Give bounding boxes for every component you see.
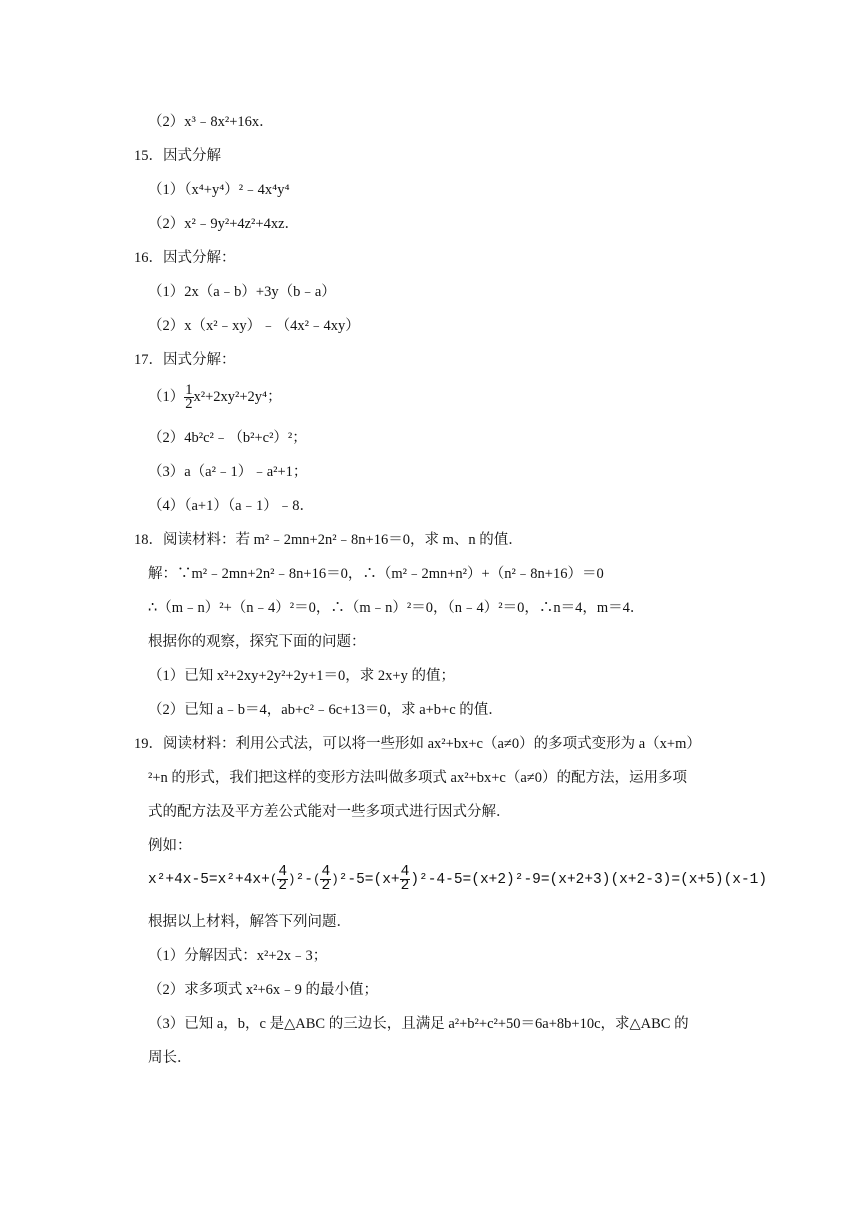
- q18-prompt: 根据你的观察，探究下面的问题：: [148, 634, 366, 650]
- q18-solution-1: 解：∵m²﹣2mn+2n²﹣8n+16＝0，∴（m²﹣2mn+n²）+（n²﹣8n+16）＝0: [148, 566, 604, 582]
- q16-part1: （1）2x（a﹣b）+3y（b﹣a）: [148, 284, 336, 300]
- q15-part1: （1）（x⁴+y⁴）²﹣4x⁴y⁴: [148, 182, 290, 198]
- q17-part2: （2）4b²c²﹣（b²+c²）²；: [148, 430, 307, 446]
- q19-part3-cont: 周长．: [148, 1050, 192, 1066]
- example-part-3: ²-5=(x+: [338, 872, 400, 888]
- q19-text-2: ²+n 的形式，我们把这样的变形方法叫做多项式 ax²+bx+c（a≠0）的配方法，运用多项: [148, 770, 687, 786]
- q19-part3: （3）已知 a，b，c 是△ABC 的三边长，且满足 a²+b²+c²+50＝6a+8b+10c，求△ABC 的: [148, 1016, 689, 1032]
- q15-part2: （2）x²﹣9y²+4z²+4xz．: [148, 216, 300, 232]
- q19-title: 19．阅读材料：利用公式法，可以将一些形如 ax²+bx+c（a≠0）的多项式变形为 a（x+m）: [134, 736, 701, 752]
- q18-solution-2: ∴（m﹣n）²+（n﹣4）²＝0，∴（m﹣n）²＝0，（n﹣4）²＝0，∴n＝4，m＝4．: [148, 600, 645, 616]
- q17-part1-expr: x²+2xy²+2y⁴；: [193, 388, 282, 405]
- q19-text-3: 式的配方法及平方差公式能对一些多项式进行因式分解．: [148, 804, 511, 820]
- example-part-4: )²-4-5=(x+2)²-9=(x+2+3)(x+2-3)=(x+5)(x-1): [410, 872, 768, 888]
- q17-part3: （3）a（a²﹣1）﹣a²+1；: [148, 464, 308, 480]
- q16-part2: （2）x（x²﹣xy）﹣（4x²﹣4xy）: [148, 318, 360, 334]
- q17-part1-prefix: （1）: [148, 388, 185, 405]
- q17-title: 17．因式分解：: [134, 352, 236, 368]
- fraction-numerator: 4: [321, 864, 331, 881]
- q16-title: 16．因式分解：: [134, 250, 236, 266]
- fraction-denominator: 2: [278, 878, 288, 895]
- fraction-numerator: 1: [185, 382, 193, 398]
- q17-part4: （4）（a+1）（a﹣1）﹣8．: [148, 498, 315, 514]
- example-fraction-3: [400, 866, 411, 893]
- q18-part1: （1）已知 x²+2xy+2y²+2y+1＝0，求 2x+y 的值；: [148, 668, 455, 684]
- example-fraction-1: [277, 866, 288, 893]
- q15-title: 15．因式分解: [134, 148, 221, 164]
- fraction-denominator: 2: [321, 878, 331, 895]
- q18-title: 18．阅读材料：若 m²﹣2mn+2n²﹣8n+16＝0，求 m、n 的值．: [134, 532, 523, 548]
- fraction-denominator: 2: [185, 396, 193, 412]
- q19-part1: （1）分解因式：x²+2x﹣3；: [148, 948, 328, 964]
- example-part-1: x²+4x-5=x²+4x+: [148, 872, 270, 888]
- q19-instruction: 根据以上材料，解答下列问题．: [148, 914, 351, 930]
- q18-part2: （2）已知 a﹣b＝4，ab+c²﹣6c+13＝0，求 a+b+c 的值．: [148, 702, 503, 718]
- fraction-numerator: 4: [400, 864, 410, 881]
- q19-part2: （2）求多项式 x²+6x﹣9 的最小值；: [148, 982, 379, 998]
- q17-part1: [148, 384, 860, 411]
- example-fraction-2: [320, 866, 331, 893]
- fraction-numerator: 4: [278, 864, 288, 881]
- example-part-2: ²-: [295, 872, 313, 888]
- q19-example-formula: x²+4x-5=x²+4x+( $\frac{4}{2}$ )²-( $\frac{4}{2}$ )²-5=(x+ $\frac{4}{2}$ )²-4-5=(x+2)²-9=(x+2+3)(x+2-3)=(x+5)(x-1): [148, 864, 768, 895]
- q19-example-label: 例如：: [148, 838, 192, 854]
- fraction-denominator: 2: [400, 878, 410, 895]
- fraction-one-half: [184, 384, 193, 411]
- q14-part2: （2）x³﹣8x²+16x．: [148, 114, 274, 130]
